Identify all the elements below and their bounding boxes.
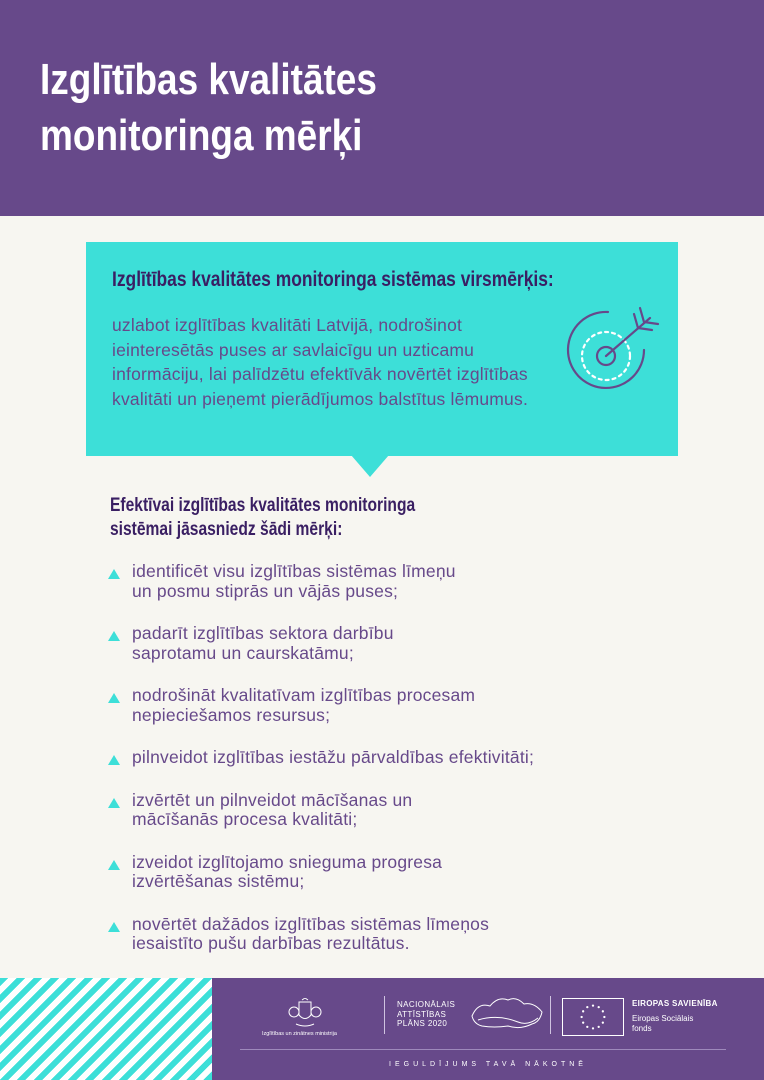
goals-subheading-line2: sistēmai jāsasniedz šādi mērķi: xyxy=(110,518,343,540)
goal-line: izvērtēšanas sistēmu; xyxy=(132,871,305,891)
eu-flag-icon xyxy=(562,998,624,1036)
header-banner xyxy=(0,0,764,216)
triangle-bullet-icon xyxy=(108,922,120,932)
goal-line: iesaistīto pušu darbības rezultātus. xyxy=(132,933,410,953)
footer-slogan: IEGULDĪJUMS TAVĀ NĀKOTNĒ xyxy=(389,1061,587,1068)
footer-logos-bar xyxy=(212,978,764,1080)
page-title xyxy=(40,52,377,164)
footer-divider xyxy=(550,996,551,1034)
goal-item xyxy=(108,562,632,601)
goal-line: izveidot izglītojamo snieguma progresa xyxy=(132,851,443,872)
page-title-line1: Izglītības kvalitātes xyxy=(40,55,377,104)
eu-sub-line2: fonds xyxy=(632,1024,652,1033)
main-goal-title: Izglītības kvalitātes monitoringa sistēmas virsmērķis: xyxy=(112,268,554,291)
eu-sub-line1: Eiropas Sociālais xyxy=(632,1014,694,1023)
triangle-bullet-icon xyxy=(108,631,120,641)
goal-box-pointer xyxy=(351,455,389,477)
main-goal-text: uzlabot izglītības kvalitāti Latvijā, nodrošinot ieinteresētās puses ar savlaicīgu un uzticamu informāciju, lai palīdzētu efektīvāk novērtēt izglītības kvalitāti un pieņemt pierādījumos balstītus lēmumus. xyxy=(112,315,529,409)
goal-line: nodrošināt kvalitatīvam izglītības procesam xyxy=(132,685,476,705)
latvia-map-icon xyxy=(468,994,548,1034)
goals-subheading xyxy=(110,493,415,541)
goal-line: mācīšanās procesa kvalitāti; xyxy=(132,809,358,829)
nap-line1: NACIONĀLAIS xyxy=(397,1000,456,1009)
triangle-bullet-icon xyxy=(108,693,120,703)
triangle-bullet-icon xyxy=(108,860,120,870)
goals-subheading-line1: Efektīvai izglītības kvalitātes monitoringa xyxy=(110,494,416,516)
footer-stripe-pattern xyxy=(0,978,212,1080)
goal-line: padarīt izglītības sektora darbību xyxy=(132,623,394,643)
nap-line2: ATTĪSTĪBAS xyxy=(397,1009,447,1019)
goal-item xyxy=(108,915,632,954)
triangle-bullet-icon xyxy=(108,755,120,765)
goal-line: nepieciešamos resursus; xyxy=(132,704,331,725)
goal-line: saprotamu un caurskatāmu; xyxy=(132,642,354,663)
goal-item xyxy=(108,624,632,663)
nap-line3: PLĀNS 2020 xyxy=(397,1019,448,1028)
goal-line: identificēt visu izglītības sistēmas līmeņu xyxy=(132,561,456,581)
goal-line: izvērtēt un pilnveidot mācīšanas un xyxy=(132,789,413,810)
target-arrow-icon xyxy=(548,300,670,400)
goal-line: pilnveidot izglītības iestāžu pārvaldības efektivitāti; xyxy=(132,747,535,767)
coat-of-arms-icon xyxy=(288,998,322,1028)
triangle-bullet-icon xyxy=(108,798,120,808)
goal-item xyxy=(108,686,632,725)
triangle-bullet-icon xyxy=(108,569,120,579)
eu-fund-label xyxy=(632,1014,693,1034)
ministry-label: Izglītības un zinātnes ministrija xyxy=(262,1031,337,1037)
nap-logo-text xyxy=(397,1000,455,1029)
goal-line: novērtēt dažādos izglītības sistēmas līmeņos xyxy=(132,913,490,934)
eu-title: EIROPAS SAVIENĪBA xyxy=(632,999,718,1008)
goal-item xyxy=(108,748,632,768)
goal-item xyxy=(108,791,632,830)
goal-line: un posmu stiprās un vājās puses; xyxy=(132,580,399,601)
page-title-line2: monitoringa mērķi xyxy=(40,111,363,160)
goals-list xyxy=(108,562,632,977)
footer-rule xyxy=(240,1049,726,1050)
goal-item xyxy=(108,853,632,892)
footer-divider xyxy=(384,996,385,1034)
